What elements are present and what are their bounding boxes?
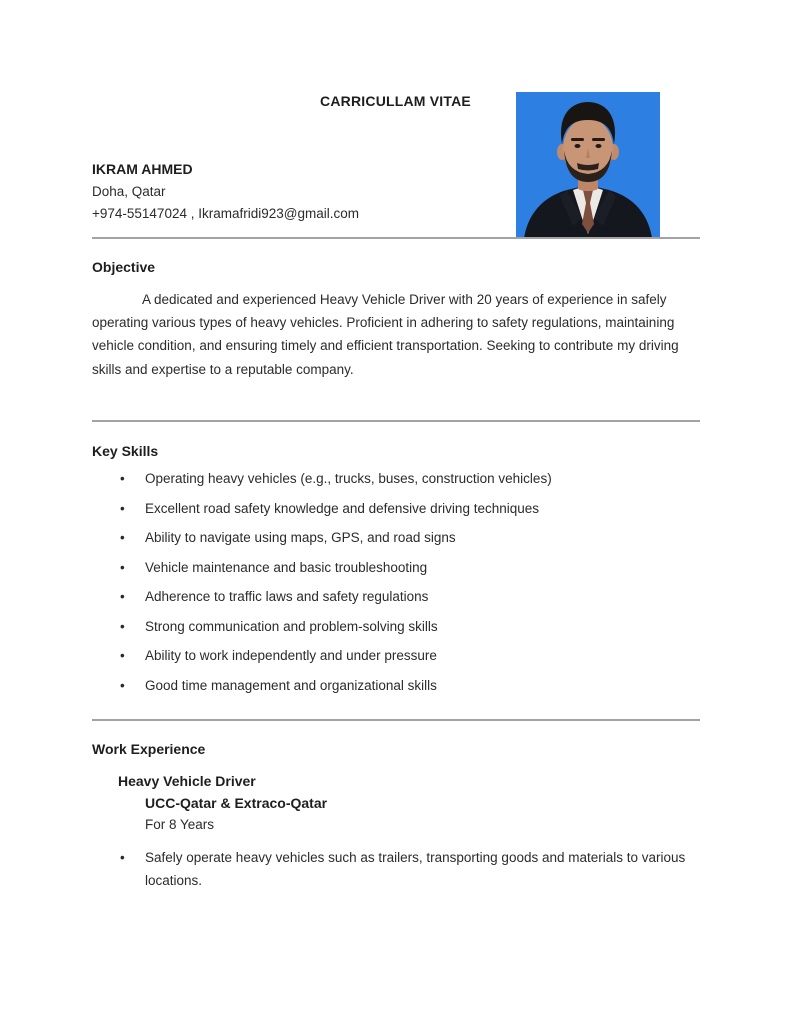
work-experience-bullets	[92, 846, 692, 892]
work-experience-heading: Work Experience	[92, 741, 206, 757]
profile-photo	[516, 92, 660, 238]
employer-name: UCC-Qatar & Extraco-Qatar	[145, 795, 328, 811]
key-skill-item: • Adherence to traffic laws and safety regulations	[145, 585, 692, 608]
objective-heading: Objective	[92, 259, 156, 275]
work-experience-item: • Safely operate heavy vehicles such as trailers, transporting goods and materials to various locations.	[145, 846, 692, 892]
job-duration: For 8 Years	[145, 817, 215, 832]
key-skill-item: • Operating heavy vehicles (e.g., trucks, buses, construction vehicles)	[145, 467, 692, 490]
key-skill-item: • Good time management and organizational skills	[145, 674, 692, 697]
candidate-name: IKRAM AHMED	[92, 161, 193, 177]
contact-block	[92, 158, 492, 226]
section-divider	[92, 719, 700, 721]
key-skill-item: • Ability to navigate using maps, GPS, and road signs	[145, 526, 692, 549]
key-skill-item: • Excellent road safety knowledge and defensive driving techniques	[145, 497, 692, 520]
section-divider	[92, 237, 700, 239]
job-title: Heavy Vehicle Driver	[118, 773, 256, 789]
profile-photo-illustration	[516, 92, 660, 238]
section-divider	[92, 420, 700, 422]
key-skill-item: • Ability to work independently and under pressure	[145, 644, 692, 667]
work-experience-block	[92, 770, 692, 899]
candidate-contact: +974-55147024 , Ikramafridi923@gmail.com	[92, 206, 359, 221]
key-skill-item: • Vehicle maintenance and basic troubleshooting	[145, 556, 692, 579]
document-title: CARRICULLAM VITAE	[320, 93, 471, 109]
candidate-location: Doha, Qatar	[92, 183, 166, 199]
objective-text: A dedicated and experienced Heavy Vehicle Driver with 20 years of experience in safely operating various types of heavy vehicles. Proficient in adhering to safety regulations, maintaining vehicle condition, and ensuring timely and efficient transportation. Seeking to contribute my driving skills and expertise to a reputable company.	[92, 292, 679, 377]
key-skills-list	[92, 467, 692, 703]
key-skills-heading: Key Skills	[92, 443, 159, 459]
key-skill-item: • Strong communication and problem-solving skills	[145, 615, 692, 638]
